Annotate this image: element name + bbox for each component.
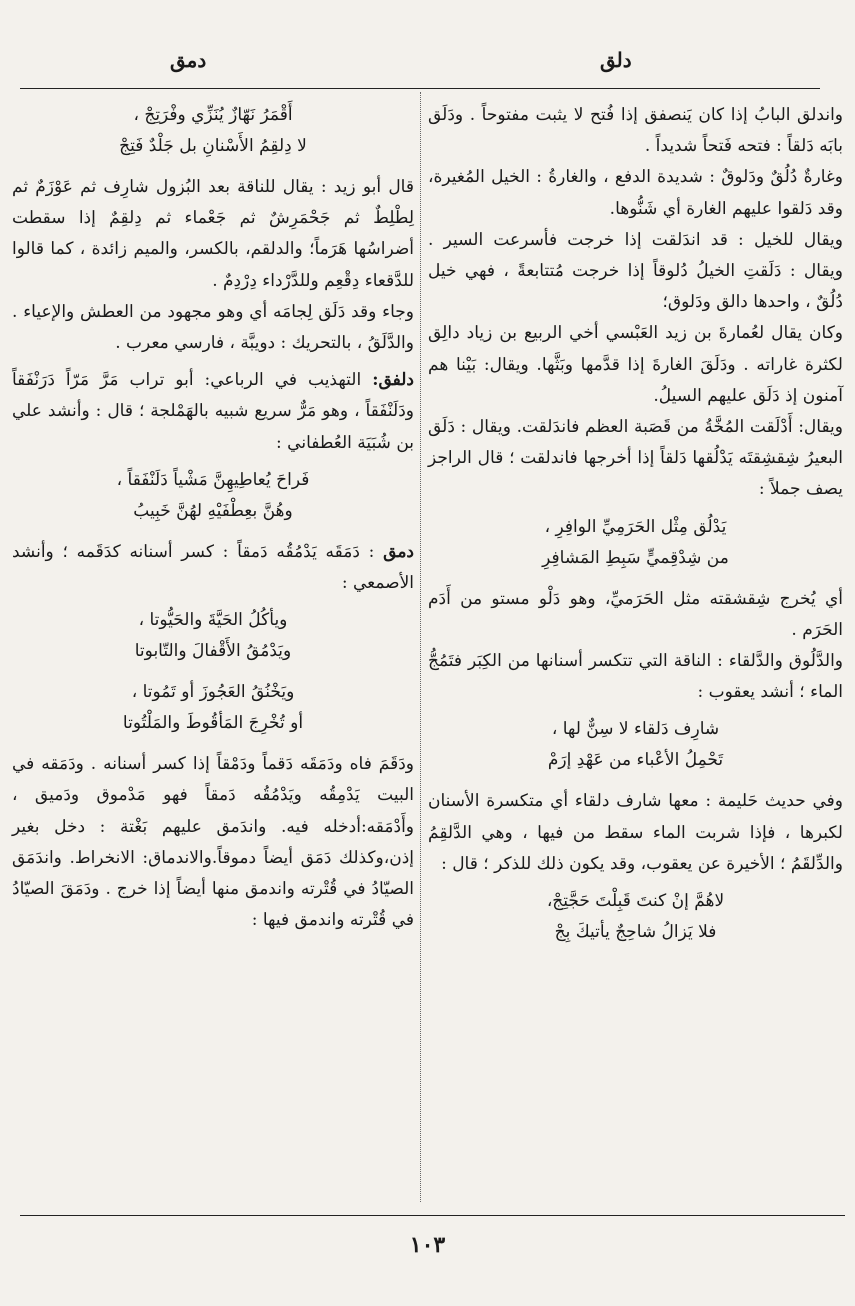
verse-line: لاهُمَّ إنْ كنتَ قَبِلْتَ حَجَّتِجْ، [546, 891, 725, 912]
paragraph: وكان يقال لعُمارةَ بن زيد العَبْسي أخي الربيع بن زياد دالِق لكثرة غاراته . ودَلَقَ الغارةَ إذا قدَّمها وبَثَّها. ويقال: بَيْنا هم آمنون إذ دَلَق عليهم السيلُ. [428, 323, 843, 406]
entry-text: : دَمَقَه يَدْمُقُه دَمقاً : كسر أسنانه كدَقَمه ؛ وأنشد الأصمعي : [12, 541, 414, 594]
paragraph: ودَقَمَ فاه ودَمَقَه دَقماً ودَمْقاً إذا كسر أسنانه . ودَمَقه في البيت يَدْمِقُه ويَدْمُقُه دَمقاً فهو مَدْموق ودَميق ، وأَدْمَقه:أدخله فيه. واندَمق عليهم بَغْتة : دخل بغير إذن،وكذلك دَمَق أيضاً دموقاً.والاندماق: الانخراط. واندَمَق الصيّادُ في قُتْرته واندمق منها أيضاً إذا خرج . ودَمَقَ الصيّادُ في قُتْرته واندمق فيها : [12, 754, 414, 931]
verse-line: وهُنَّ بعِطْفَيْهِ لهُنَّ خَبِيبُ [133, 500, 293, 521]
verse [12, 677, 414, 739]
verse [12, 465, 414, 527]
right-column [428, 100, 843, 958]
left-column [12, 100, 414, 936]
verse-line: أو تُخْرِجَ المَأقُوطَ والمَلْتُوتا [122, 713, 304, 734]
verse-line: أَقْمَرُ نَهّازٌ يُنَزِّي وفْرَتِجْ ، [133, 105, 293, 125]
paragraph: واندلق البابُ إذا كان يَنصفق إذا فُتح لا يثبت مفتوحاً . ودَلَق بابَه دَلقاً : فتحه فَتحاً شديداً . [428, 105, 843, 157]
paragraph: وفي حديث حَليمة : معها شارف دلقاء أي متكسرة الأسنان لكبرها ، فإذا شربت الماء سقط من فيها ، وهي الدَّلقِمُ والدِّلقَمُ ؛ الأخيرة عن يعقوب، وقد يكون ذلك للذكر ؛ قال : [428, 791, 843, 874]
verse-line: يَدْلُق مِثْل الحَرَمِيِّ الوافِرِ ، [544, 516, 727, 537]
header-left-title: دمق [170, 48, 207, 72]
paragraph: ويقال: أَدْلَقت المُخَّةُ من قَصَبة العظم فاندَلقت. ويقال : دَلَق البعيرُ شِقشِقتَه يَدْلُقها دَلقاً إذا أخرجها فاندلقت ؛ قال الراجز يصف جملاً : [428, 417, 843, 500]
verse [12, 605, 414, 667]
headword: دمق [383, 541, 414, 562]
verse-line: تَحْمِلُ الأعْباء من عَهْدِ إرَمْ [547, 750, 724, 771]
page-number: ١٠٣ [409, 1232, 446, 1258]
verse-line: فَراحَ يُعاطِيهِنَّ مَشْياً دَلَنْفَقاً ، [116, 469, 310, 490]
verse [428, 512, 843, 574]
headword: دلفق: [372, 370, 414, 391]
verse-line: ويأكُلُ الحَيَّةَ والحَيُّوتا ، [138, 610, 288, 631]
entry-text: التهذيب في الرباعي: أبو تراب مَرَّ مَرّاً دَرَنْفَقاً ودَلَنْفَقاً ، وهو مَرٌّ سريع شبيه بالهَمْلجة ؛ قال : وأنشد علي بن شُبَيَة العُطفاني : [12, 370, 414, 453]
verse [428, 714, 843, 776]
paragraph: أي يُخرج شِقشقته مثل الحَرَميِّ، وهو دَلْو مستو من أَدَم الحَرَم . [428, 588, 843, 640]
paragraph: قال أبو زيد : يقال للناقة بعد البُزول شارِف ثم عَوْزَمٌ ثم لِطْلِطٌ ثم جَحْمَرِشٌ ثم جَعْماء ثم دِلقِمٌ إذا سقطت أضراسُها هَرَماً؛ والدلقم، بالكسر، والميم زائدة ، كما قالوا للدَّقعاء دِقْعِم وللدَّرْداء دِرْدِمٌ . [12, 177, 414, 291]
entry-paragraph [12, 537, 414, 599]
verse-line: من شِدْقِميٍّ سَبِطِ المَشافِرِ [542, 547, 729, 568]
verse-line: ويَدْمُقُ الأَقْفالَ والتّابوتا [134, 641, 292, 662]
bottom-rule [20, 1215, 845, 1216]
column-divider [420, 92, 421, 1202]
verse-line: شارِف دَلقاء لا سِنٌّ لها ، [551, 719, 720, 740]
paragraph: وغارةٌ دُلُقٌ ودَلوقٌ : شديدة الدفع ، والغارةُ : الخيل المُغيرة، وقد دَلقوا عليهم الغارة أي شَنُّوها. [428, 167, 843, 219]
page-header [0, 40, 855, 80]
header-right-title: دلق [600, 48, 632, 72]
verse-line: لا دِلقِمُ الأَسْنانِ بل جَلْدٌ فَتِجْ [119, 136, 307, 156]
verse [428, 886, 843, 948]
entry-paragraph [12, 365, 414, 459]
verse [12, 100, 414, 162]
verse-line: فلا يَزالُ شاحِجٌ يأتيكَ بِجْ [554, 922, 717, 943]
top-rule [20, 88, 820, 89]
paragraph: ويقال للخيل : قد اندَلقت إذا خرجت فأسرعت السير . ويقال : دَلَقتِ الخيلُ دُلوقاً إذا خرجت مُتتابعةً ، فهي خيل دُلُقٌ ، واحدها دالق ودَلوق؛ [428, 229, 843, 313]
verse-line: ويَخْنُقُ العَجُوزَ أو تَمُوتا ، [131, 682, 295, 703]
paragraph: وجاء وقد دَلَق لِجامَه أي وهو مجهود من العطش والإعياء . والدَّلَقُ ، بالتحريك : دويبَّة ، فارسي معرب . [12, 301, 414, 354]
paragraph: والدَّلُوق والدَّلقاء : الناقة التي تتكسر أسنانها من الكِبَر فتَمُجُّ الماء ؛ أنشد يعقوب : [428, 651, 843, 703]
